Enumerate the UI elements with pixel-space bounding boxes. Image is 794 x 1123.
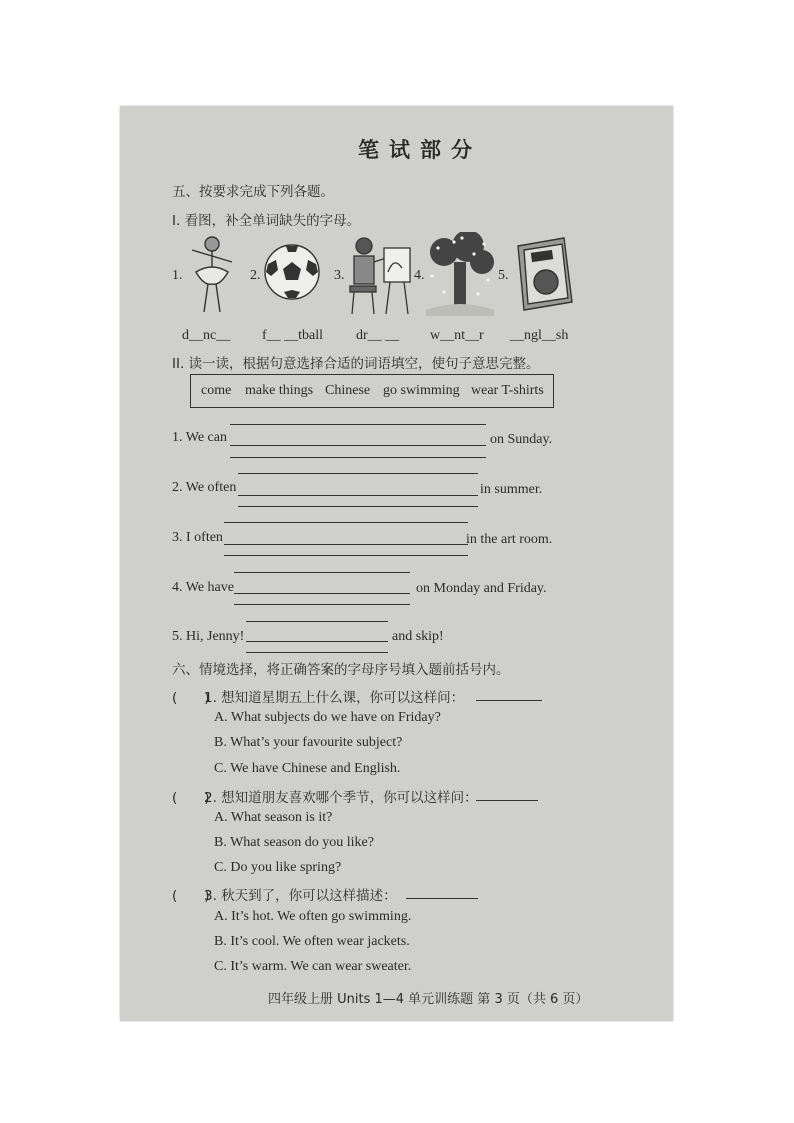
answer-line[interactable] — [234, 604, 410, 605]
part1-heading: I. 看图，补全单词缺失的字母。 — [172, 213, 361, 229]
answer-line[interactable] — [230, 457, 486, 458]
item-5-number: 5. — [498, 268, 509, 283]
option-chinese: Chinese — [325, 383, 371, 398]
sentence-5-start: 5. Hi, Jenny! — [172, 629, 245, 644]
question-3-bracket[interactable]: ( ) — [172, 888, 210, 904]
question-1-bracket[interactable]: ( ) — [172, 690, 210, 706]
answer-line[interactable] — [238, 495, 478, 496]
word-2: f__ __tball — [262, 328, 324, 343]
q2-option-c: C. Do you like spring? — [214, 860, 342, 875]
sentence-4-end: on Monday and Friday. — [416, 581, 547, 596]
part2-heading: II. 读一读，根据句意选择合适的词语填空，使句子意思完整。 — [172, 356, 540, 372]
sentence-5-end: and skip! — [392, 629, 444, 644]
q1-option-a: A. What subjects do we have on Friday? — [214, 710, 441, 725]
answer-line[interactable] — [238, 473, 478, 474]
ballerina-icon — [182, 232, 242, 316]
sentence-1-end: on Sunday. — [490, 432, 553, 447]
sentence-1-start: 1. We can — [172, 430, 227, 445]
english-book-icon — [512, 236, 576, 312]
sentence-2-start: 2. We often — [172, 480, 237, 495]
q1-option-c: C. We have Chinese and English. — [214, 761, 401, 776]
word-4: w__nt__r — [430, 328, 484, 343]
sentence-2-end: in summer. — [480, 482, 543, 497]
option-come: come — [201, 383, 232, 398]
q2-option-b: B. What season do you like? — [214, 835, 374, 850]
option-wear-t-shirts: wear T-shirts — [471, 383, 544, 398]
exam-sheet — [120, 106, 673, 1021]
answer-line[interactable] — [224, 555, 468, 556]
painting-boy-icon — [346, 232, 414, 316]
item-1-number: 1. — [172, 268, 183, 283]
option-make-things: make things — [245, 383, 314, 398]
word-5: __ngl__sh — [510, 328, 569, 343]
option-go-swimming: go swimming — [383, 383, 460, 398]
word-1: d__nc__ — [182, 328, 231, 343]
item-3-number: 3. — [334, 268, 345, 283]
word-bank — [190, 374, 554, 408]
page-footer: 四年级上册 Units 1—4 单元训练题 第 3 页（共 6 页） — [268, 992, 589, 1007]
section6-heading: 六、情境选择，将正确答案的字母序号填入题前括号内。 — [172, 662, 510, 678]
football-icon — [262, 240, 322, 304]
q1-option-b: B. What’s your favourite subject? — [214, 735, 403, 750]
sentence-3-start: 3. I often — [172, 530, 223, 545]
answer-line[interactable] — [246, 621, 388, 622]
page-title: 笔试部分 — [358, 138, 482, 162]
q3-option-c: C. It’s warm. We can wear sweater. — [214, 959, 412, 974]
question-2-bracket[interactable]: ( ) — [172, 790, 210, 806]
question-2-text: 2. 想知道朋友喜欢哪个季节，你可以这样问： — [204, 790, 478, 806]
item-4-number: 4. — [414, 268, 425, 283]
question-3-blank[interactable] — [406, 886, 478, 899]
q3-option-a: A. It’s hot. We often go swimming. — [214, 909, 412, 924]
answer-line[interactable] — [230, 424, 486, 425]
answer-line[interactable] — [234, 593, 410, 594]
question-3-text: 3. 秋天到了，你可以这样描述： — [204, 888, 397, 904]
word-3: dr__ __ — [356, 328, 400, 343]
question-1-blank[interactable] — [476, 688, 542, 701]
answer-line[interactable] — [230, 445, 486, 446]
question-2-blank[interactable] — [476, 788, 538, 801]
answer-line[interactable] — [246, 652, 388, 653]
item-2-number: 2. — [250, 268, 261, 283]
answer-line[interactable] — [224, 522, 468, 523]
q3-option-b: B. It’s cool. We often wear jackets. — [214, 934, 410, 949]
answer-line[interactable] — [234, 572, 410, 573]
section5-heading: 五、按要求完成下列各题。 — [172, 184, 334, 200]
q2-option-a: A. What season is it? — [214, 810, 333, 825]
answer-line[interactable] — [238, 506, 478, 507]
sentence-3-end: in the art room. — [466, 532, 553, 547]
question-1-text: 1. 想知道星期五上什么课，你可以这样问： — [204, 690, 465, 706]
answer-line[interactable] — [224, 544, 468, 545]
answer-line[interactable] — [246, 641, 388, 642]
sentence-4-start: 4. We have — [172, 580, 234, 595]
winter-tree-icon — [424, 232, 496, 316]
